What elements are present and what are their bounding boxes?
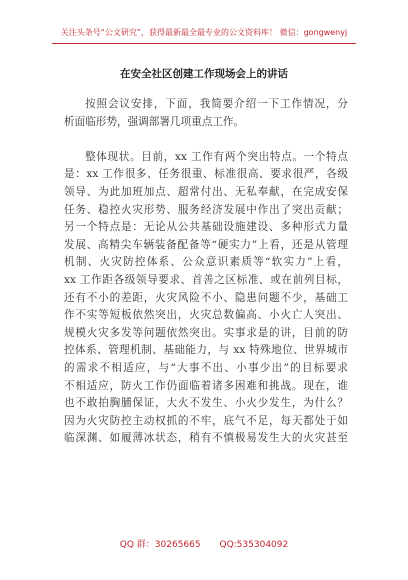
paragraph-line: 按照会议安排，下面，我简要介绍一下工作情况，分 [85, 98, 348, 110]
header-divider [52, 43, 356, 44]
paragraph-line: 规模火灾多发等问题依然突出。实事求是的讲，目前的防 [64, 326, 348, 339]
paragraph-line: 不相适应，防火工作仍面临着诸多困难和挑战。现在，谁 [64, 379, 348, 392]
paragraph-line: 也不敢拍胸脯保证，大火不发生、小火少发生，为什么？ [64, 397, 348, 410]
paragraph-line: 任务、稳控火灾形势、服务经济发展中作出了突出贡献； [64, 203, 348, 216]
paragraph-line: 机制、火灾防控体系、公众意识素质等“软实力”上看， [64, 256, 348, 269]
header-banner: 关注头条号“公文研究”，获得最新最全最专业的公文资料库！ 微信：gongwenyj [60, 28, 348, 37]
paragraph-line: 析面临形势，强调部署几项重点工作。 [64, 115, 245, 128]
document-body [64, 96, 348, 448]
paragraph-gap [64, 131, 348, 149]
paragraph-line: 控体系、管理机制、基础能力，与 xx 特殊地位、世界城市 [64, 344, 348, 357]
footer-qq: QQ:535304092 [219, 540, 289, 550]
paragraph-line: 作不实等短板依然突出，火灾总数偏高、小火亡人突出、 [64, 309, 348, 322]
paragraph-line: 发展、高精尖车辆装备配备等“硬实力”上看，还是从管理 [64, 238, 348, 251]
paragraph-line: xx 工作距各级领导要求、首善之区标准、或在前列目标， [64, 273, 348, 286]
paragraph-line: 的需求不相适应，与“大事不出、小事少出”的目标要求 [64, 361, 348, 374]
paragraph-line: 是：xx 工作很多、任务很重、标准很高、要求很严，各级 [64, 168, 348, 181]
footer-qq-group: QQ 群：30265665 [119, 540, 201, 550]
paragraph-line: 临深渊、如履薄冰状态，稍有不慎极易发生大的火灾甚至 [64, 432, 348, 445]
paragraph-line: 还有不小的差距，火灾风险不小、隐患问题不少，基础工 [64, 291, 348, 304]
paragraph-line: 因为火灾防控主动权抓的不牢，底气不足，每天都处于如 [64, 414, 348, 427]
footer-contact [0, 537, 408, 550]
paragraph-line: 另一个特点是：无论从公共基础设施建设、多种形式力量 [64, 221, 348, 234]
paragraph-line: 领导、为此加班加点、超常付出、无私奉献，在完成安保 [64, 185, 348, 198]
document-title: 在安全社区创建工作现场会上的讲话 [120, 68, 288, 80]
paragraph-line: 整体现状。目前，xx 工作有两个突出特点。一个特点 [85, 150, 348, 163]
